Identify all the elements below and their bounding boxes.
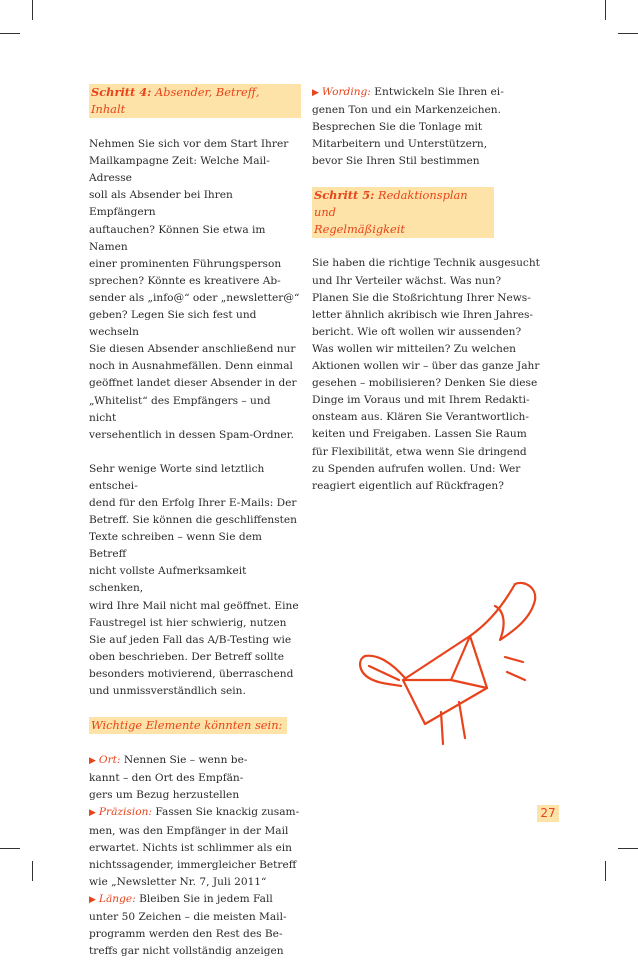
text-line: gers um Bezug herzustellen	[89, 789, 240, 802]
text-line: Sehr wenige Worte sind letztlich entschei-	[89, 462, 265, 492]
text-line: wird Ihre Mail nicht mal geöffnet. Eine	[89, 599, 299, 612]
text-line: programm werden den Rest des Be-	[89, 928, 283, 941]
elements-subheading: Wichtige Elemente könnten sein:	[89, 717, 287, 734]
text-line: geben? Legen Sie sich fest und wechseln	[89, 309, 257, 339]
crop-mark	[32, 861, 33, 881]
text-line: einer prominenten Führungsperson	[89, 257, 282, 270]
text-line: Sie diesen Absender anschließend nur	[89, 343, 296, 356]
text-line: besonders motivierend, überraschend	[89, 667, 294, 680]
text-line: Mailkampagne Zeit: Welche Mail-Adresse	[89, 155, 270, 185]
text-line: Planen Sie die Stoßrichtung Ihrer News-	[312, 291, 531, 304]
text-line: Dinge im Voraus und mit Ihrem Redakti-	[312, 394, 530, 407]
triangle-bullet-icon: ▶	[89, 808, 96, 819]
element-list	[89, 752, 301, 960]
text-line: Nehmen Sie sich vor dem Start Ihrer	[89, 138, 289, 151]
crop-mark	[618, 33, 638, 34]
text-line: reagiert eigentlich auf Rückfragen?	[312, 479, 504, 492]
step4-paragraph-1	[89, 136, 301, 444]
text-line: Entwickeln Sie Ihren ei-	[370, 86, 504, 98]
text-line: erwartet. Nichts ist schlimmer als ein	[89, 841, 292, 854]
text-line: auftauchen? Können Sie etwa im Namen	[89, 223, 266, 253]
text-line: letter ähnlich akribisch wie Ihren Jahres-	[312, 308, 534, 321]
crop-mark	[605, 861, 606, 881]
text-line: Bleiben Sie in jedem Fall	[135, 892, 273, 905]
step5-heading: Schritt 5: Redaktionsplan und Regelmäßigkeit	[312, 187, 494, 238]
text-line: gesehen – mobilisieren? Denken Sie diese	[312, 377, 538, 390]
text-line: oben beschrieben. Der Betreff sollte	[89, 650, 285, 663]
text-line: „Whitelist“ des Empfängers – und nicht	[89, 394, 271, 424]
crop-mark	[0, 33, 20, 34]
text-line: Faustregel ist hier schwierig, nutzen	[89, 616, 287, 629]
text-line: und Ihr Verteiler wächst. Was nun?	[312, 274, 502, 287]
text-line: unter 50 Zeichen – die meisten Mail-	[89, 911, 287, 924]
text-line: onsteam aus. Klären Sie Verantwortlich-	[312, 411, 529, 424]
text-line: bevor Sie Ihren Stil bestimmen	[312, 155, 480, 168]
crop-mark	[0, 848, 20, 849]
text-line: Mitarbeitern und Unterstützern,	[312, 138, 488, 151]
text-line: treffs gar nicht vollständig anzeigen	[89, 945, 284, 958]
left-column	[89, 84, 301, 960]
triangle-bullet-icon: ▶	[89, 894, 96, 905]
list-item-laenge: ▶ Länge: Bleiben Sie in jedem Fall unter 50 Zeichen – die meisten Mail- programm werden den Rest des Be- treffs gar nicht vollständig anzeigen	[89, 892, 287, 958]
text-line: dend für den Erfolg Ihrer E-Mails: Der	[89, 496, 297, 509]
text-line: kannt – den Ort des Empfän-	[89, 772, 244, 785]
text-line: nichtssagender, immergleicher Betreff	[89, 858, 297, 871]
page-number: 27	[537, 805, 559, 822]
text-line: für Flexibilität, etwa wenn Sie dringend	[312, 445, 527, 458]
step5-paragraph	[312, 255, 562, 494]
text-line: versehentlich in dessen Spam-Ordner.	[89, 428, 294, 441]
text-line: Aktionen wollen wir – über das ganze Jahr	[312, 360, 540, 373]
text-line: sprechen? Könnte es kreativere Ab-	[89, 274, 281, 287]
text-line: Nennen Sie – wenn be-	[120, 754, 248, 767]
text-line: zu Spenden aufrufen wollen. Und: Wer	[312, 462, 521, 475]
crop-mark	[32, 0, 33, 20]
text-line: Besprechen Sie die Tonlage mit	[312, 121, 483, 134]
flying-envelope-icon	[355, 562, 565, 772]
list-item-praezision: ▶ Präzision: Fassen Sie knackig zusam- men, was den Empfänger in der Mail erwartet. Nichts ist schlimmer als ein nichtssagender, immergleicher Betreff wie „Newsletter Nr. 7, Juli 2011“	[89, 806, 300, 888]
right-column	[312, 84, 562, 512]
text-line: sender als „info@“ oder „newsletter@“	[89, 291, 300, 304]
step4-paragraph-2	[89, 461, 301, 700]
text-line: noch in Ausnahmefällen. Denn einmal	[89, 360, 293, 373]
text-line: Betreff. Sie können die geschliffensten	[89, 514, 297, 527]
text-line: Fassen Sie knackig zusam-	[152, 806, 300, 819]
text-line: wie „Newsletter Nr. 7, Juli 2011“	[89, 875, 267, 888]
crop-mark	[605, 0, 606, 20]
step4-heading: Schritt 4: Absender, Betreff, Inhalt	[89, 84, 301, 118]
text-line: bericht. Wie oft wollen wir aussenden?	[312, 325, 522, 338]
text-line: soll als Absender bei Ihren Empfängern	[89, 189, 233, 219]
text-line: men, was den Empfänger in der Mail	[89, 824, 289, 837]
text-line: Sie haben die richtige Technik ausgesucht	[312, 257, 540, 270]
text-line: Sie auf jeden Fall das A/B-Testing wie	[89, 633, 292, 646]
text-line: nicht vollste Aufmerksamkeit schenken,	[89, 565, 247, 595]
triangle-bullet-icon: ▶	[89, 756, 96, 767]
triangle-bullet-icon: ▶	[312, 88, 319, 98]
text-line: und unmissverständlich sein.	[89, 685, 246, 697]
list-item-ort: ▶ Ort: Nennen Sie – wenn be- kannt – den Ort des Empfän- gers um Bezug herzustellen	[89, 754, 248, 802]
text-line: genen Ton und ein Markenzeichen.	[312, 104, 501, 117]
text-line: Texte schreiben – wenn Sie dem Betreff	[89, 531, 262, 561]
crop-mark	[618, 848, 638, 849]
text-line: geöffnet landet dieser Absender in der	[89, 377, 297, 390]
list-item-wording: ▶ Wording: Entwickeln Sie Ihren ei- genen Ton und ein Markenzeichen. Besprechen Sie die Tonlage mit Mitarbeitern und Unterstützern, bevor Sie Ihren Stil bestimmen	[312, 86, 504, 168]
text-line: Was wollen wir mitteilen? Zu welchen	[312, 342, 516, 355]
text-line: keiten und Freigaben. Lassen Sie Raum	[312, 428, 527, 441]
